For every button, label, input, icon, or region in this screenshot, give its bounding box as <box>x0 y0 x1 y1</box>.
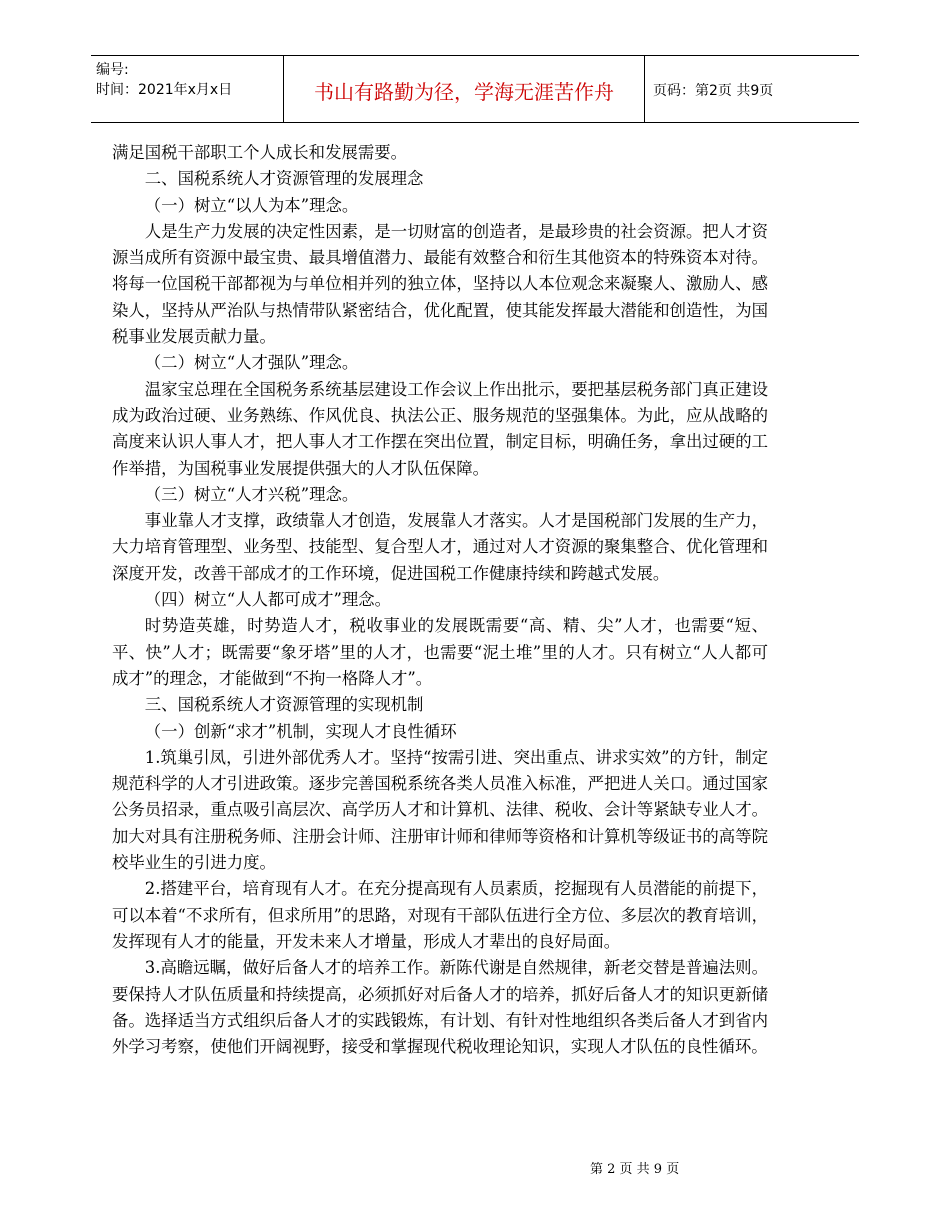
paragraph: 人是生产力发展的决定性因素，是一切财富的创造者，是最珍贵的社会资源。把人才资源当成所有资源中最宝贵、最具增值潜力、最能有效整合和衍生其他资本的特殊资本对待。将每一位国税干部都视为与单位相并列的独立体，坚持以人本位观念来凝聚人、激励人、感染人，坚持从严治队与热情带队紧密结合，优化配置，使其能发挥最大潜能和创造性，为国税事业发展贡献力量。 <box>112 221 768 347</box>
header-page-cell <box>643 56 859 122</box>
paragraph: 1.筑巢引凤，引进外部优秀人才。坚持“按需引进、突出重点、讲求实效”的方针，制定规范科学的人才引进政策。逐步完善国税系统各类人员准入标准，严把进人关口。通过国家公务员招录，重点吸引高层次、高学历人才和计算机、法律、税收、会计等紧缺专业人才。加大对具有注册税务师、注册会计师、注册审计师和律师等资格和计算机等级证书的高等院校毕业生的引进力度。 <box>112 747 768 873</box>
number-label: 编号: <box>96 62 129 78</box>
page-footer: 第 2 页 共 9 页 <box>590 1162 680 1177</box>
time-label: 时间：2021年x月x日 <box>96 82 233 98</box>
paragraph: 二、国税系统人才资源管理的发展理念 <box>144 169 424 189</box>
page-header <box>91 55 859 123</box>
paragraph: （三）树立“人才兴税”理念。 <box>144 484 359 504</box>
header-info-cell <box>91 56 283 122</box>
paragraph: 三、国税系统人才资源管理的实现机制 <box>144 695 424 715</box>
paragraph: 满足国税干部职工个人成长和发展需要。 <box>112 143 408 162</box>
page-code: 页码：第2页 共9页 <box>653 83 774 99</box>
paragraph: 3.高瞻远瞩，做好后备人才的培养工作。新陈代谢是自然规律，新老交替是普遍法则。要保持人才队伍质量和持续提高，必须抓好对后备人才的培养，抓好后备人才的知识更新储备。选择适当方式组织后备人才的实践锻炼，有计划、有针对性地组织各类后备人才到省内外学习考察，使他们开阔视野，接受和掌握现代税收理论知识，实现人才队伍的良性循环。 <box>112 958 768 1057</box>
paragraph: （二）树立“人才强队”理念。 <box>144 353 359 373</box>
paragraph: 2.搭建平台，培育现有人才。在充分提高现有人员素质，挖掘现有人员潜能的前提下，可以本着“不求所有，但求所用”的思路，对现有干部队伍进行全方位、多层次的教育培训，发挥现有人才的能量，开发未来人才增量，形成人才辈出的良好局面。 <box>112 879 768 951</box>
paragraph: （一）树立“以人为本”理念。 <box>144 195 359 215</box>
paragraph: 事业靠人才支撑，政绩靠人才创造，发展靠人才落实。人才是国税部门发展的生产力，大力培育管理型、业务型、技能型、复合型人才，通过对人才资源的聚集整合、优化管理和深度开发，改善干部成才的工作环境，促进国税工作健康持续和跨越式发展。 <box>112 511 768 583</box>
paragraph: （四）树立“人人都可成才”理念。 <box>144 590 392 610</box>
motto: 书山有路勤为径，学海无涯苦作舟 <box>314 80 614 104</box>
paragraph: （一）创新“求才”机制，实现人才良性循环 <box>144 721 457 741</box>
header-motto-cell <box>283 56 645 122</box>
paragraph: 温家宝总理在全国税务系统基层建设工作会议上作出批示，要把基层税务部门真正建设成为政治过硬、业务熟练、作风优良、执法公正、服务规范的坚强集体。为此，应从战略的高度来认识人事人才，把人事人才工作摆在突出位置，制定目标，明确任务，拿出过硬的工作举措，为国税事业发展提供强大的人才队伍保障。 <box>112 379 768 478</box>
document-body <box>112 140 768 1060</box>
paragraph: 时势造英雄，时势造人才，税收事业的发展既需要“高、精、尖”人才，也需要“短、平、快”人才；既需要“象牙塔”里的人才，也需要“泥土堆”里的人才。只有树立“人人都可成才”的理念，才能做到“不拘一格降人才”。 <box>112 616 768 688</box>
